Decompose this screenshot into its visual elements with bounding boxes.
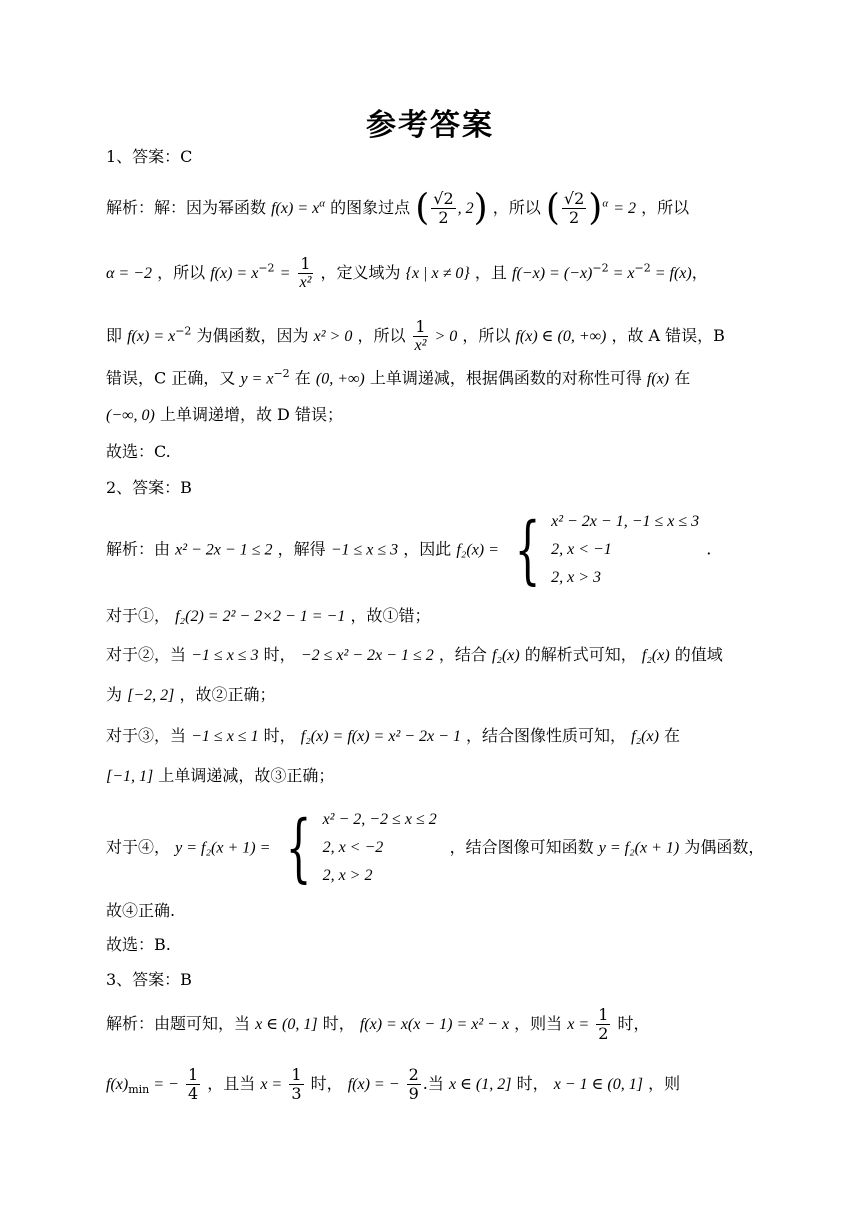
analysis-1-line-2: α = −2 ，所以 $f(x) = x^{-2}$ = $\frac{1}{\text{x²}}$ ，定义域为 {x | x ≠ 0} ，且 $f(-x) = (-x)^{-2} = x^{-2} = f(x)$， <box>106 254 708 291</box>
analysis-1-line-4: 错误，C 正确，又 $y = x^{-2}$ 在 (0, +∞) 上单调递减，根据偶函数的对称性可得 f(x) 在 <box>106 367 691 388</box>
analysis-1-line-3: 即 $f(x) = x^{-2}$ 为偶函数，因为 x² > 0 ，所以 $\frac{1}{\text{x²}}$ > 0 ，所以 f(x) ∈ (0, +∞) ，故 A 错误，B <box>106 317 725 354</box>
analysis-1-line-1: 解析：解：因为幂函数 $f(x) = x^\alpha$ 的图象过点 ( $\frac{√2}{2}$ , 2) ，所以 ( $\frac{√2}{2}$ )$^\alpha$ = 2 ，所以 <box>106 187 690 229</box>
conclusion-2: 故选：B. <box>106 935 171 954</box>
analysis-2-item-3: 对于③，当 −1 ≤ x ≤ 1 时， f₂(x) = f(x) = x² − 2x − 1 ，结合图像性质可知， f₂(x) 在 <box>106 726 681 745</box>
answer-2: 2、答案：B <box>106 478 192 497</box>
conclusion-1: 故选：C. <box>106 442 171 461</box>
answer-3: 3、答案：B <box>106 970 192 989</box>
analysis-3-line-1: 解析：由题可知，当 x ∈ (0, 1] 时， f(x) = x(x − 1) = x² − x ，则当 x = $\frac{1}{2}$ 时， <box>106 1005 650 1043</box>
analysis-3-line-2: $f(x)_{min}$ = − $\frac{1}{4}$ ，且当 x = $\frac{1}{3}$ 时， f(x) = − $\frac{2}{9}$ .当 x ∈ (1, 2] 时， x − 1 ∈ (0, 1] ，则 <box>106 1065 681 1103</box>
analysis-2-item-2: 对于②，当 −1 ≤ x ≤ 3 时， −2 ≤ x² − 2x − 1 ≤ 2 ，结合 f₂(x) 的解析式可知， f₂(x) 的值域 <box>106 645 723 664</box>
analysis-2-item-1: 对于①， f₂(2) = 2² − 2×2 − 1 = −1 ，故①错； <box>106 606 431 625</box>
page-title: 参考答案 <box>366 108 494 143</box>
answer-1: 1、答案：C <box>106 147 193 166</box>
analysis-2-item-3-cont: [−1, 1] 上单调递减，故③正确； <box>106 766 335 785</box>
analysis-1-line-5: (−∞, 0) 上单调递增，故 D 错误； <box>106 405 343 424</box>
analysis-2-item-2-cont: 为 [−2, 2] ，故②正确； <box>106 685 276 704</box>
analysis-2-item-4: 对于④， y = f₂(x + 1) = { x² − 2, −2 ≤ x ≤ 2 2, x < −2 2, x > 2 ，结合图像可知函数 y = f₂(x + 1) 为偶函数， <box>106 805 765 891</box>
analysis-2-line-1: 解析：由 x² − 2x − 1 ≤ 2 ，解得 −1 ≤ x ≤ 3 ，因此 f₂(x) = { x² − 2x − 1, −1 ≤ x ≤ 3 2, x < −1 2, x > 3 . <box>106 507 712 593</box>
analysis-2-item-4-cont: 故④正确. <box>106 901 176 920</box>
